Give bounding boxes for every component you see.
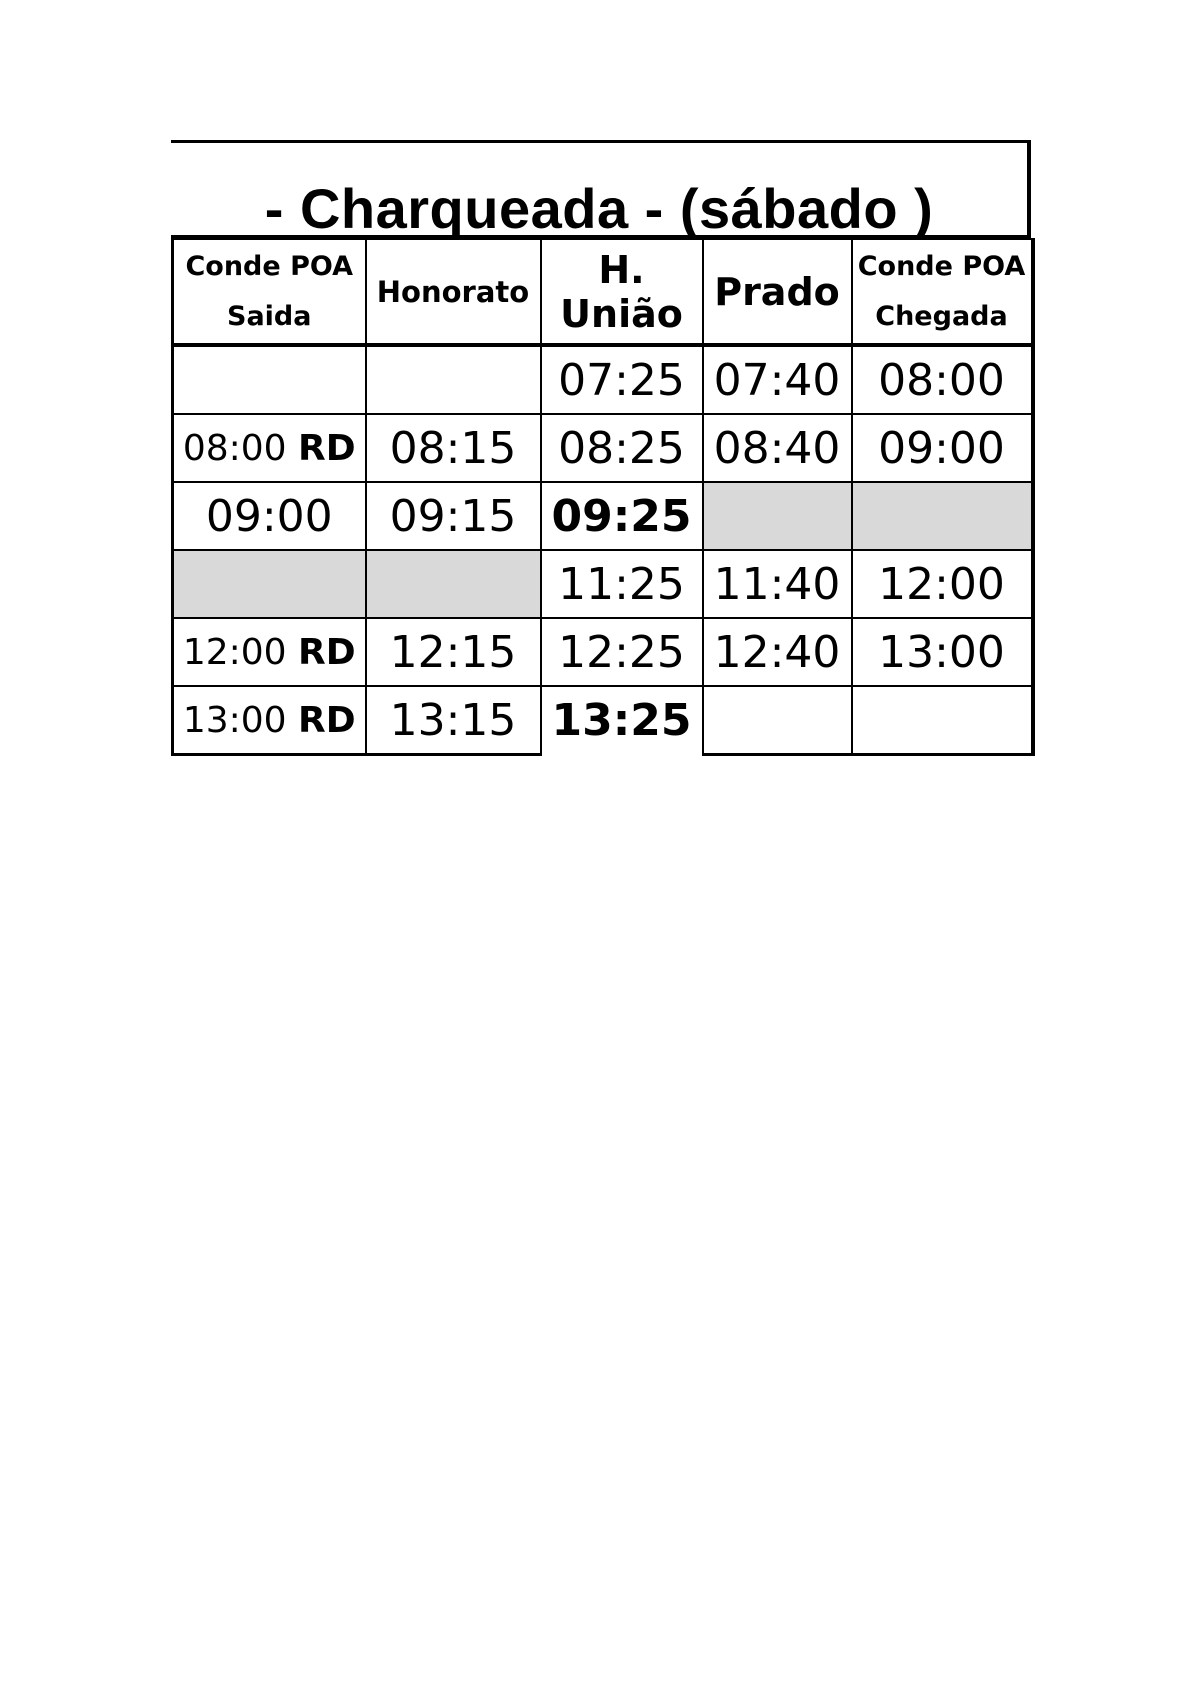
cell-prado <box>703 686 852 755</box>
rd-tag: RD <box>298 699 356 741</box>
cell-saida: 08:00 RD <box>173 414 366 482</box>
header-row <box>173 239 1033 345</box>
table-row <box>173 550 1033 618</box>
cell-prado: 11:40 <box>703 550 852 618</box>
header-conde-poa-chegada: Conde POA Chegada <box>852 239 1033 345</box>
cell-chegada: 09:00 <box>852 414 1033 482</box>
cell-chegada: 08:00 <box>852 345 1033 414</box>
cell-saida: 13:00 RD <box>173 686 366 755</box>
cell-prado <box>703 482 852 550</box>
cell-honorato: 12:15 <box>366 618 541 686</box>
cell-honorato <box>366 345 541 414</box>
timetable <box>171 238 1035 756</box>
cell-saida <box>173 550 366 618</box>
table-row <box>173 414 1033 482</box>
cell-h-uniao: 13:25 <box>541 686 703 755</box>
header-conde-poa-saida: Conde POA Saida <box>173 239 366 345</box>
cell-saida: 09:00 <box>173 482 366 550</box>
rd-tag: RD <box>298 631 356 673</box>
cell-prado: 07:40 <box>703 345 852 414</box>
header-honorato: Honorato <box>366 239 541 345</box>
cell-honorato <box>366 550 541 618</box>
cell-h-uniao: 08:25 <box>541 414 703 482</box>
rd-tag: RD <box>298 427 356 469</box>
table-row <box>173 482 1033 550</box>
cell-h-uniao: 11:25 <box>541 550 703 618</box>
cell-honorato: 09:15 <box>366 482 541 550</box>
header-prado: Prado <box>703 239 852 345</box>
cell-prado: 08:40 <box>703 414 852 482</box>
cell-h-uniao: 09:25 <box>541 482 703 550</box>
table-row <box>173 345 1033 414</box>
cell-chegada <box>852 482 1033 550</box>
cell-chegada: 13:00 <box>852 618 1033 686</box>
header-h-uniao: H. União <box>541 239 703 345</box>
cell-chegada: 12:00 <box>852 550 1033 618</box>
cell-honorato: 13:15 <box>366 686 541 755</box>
cell-prado: 12:40 <box>703 618 852 686</box>
title-row <box>171 140 1031 238</box>
cell-h-uniao: 12:25 <box>541 618 703 686</box>
cell-chegada <box>852 686 1033 755</box>
timetable-sheet <box>171 140 1031 756</box>
table-row <box>173 618 1033 686</box>
table-row <box>173 686 1033 755</box>
page-title: - Charqueada - (sábado ) <box>264 177 934 240</box>
cell-honorato: 08:15 <box>366 414 541 482</box>
cell-h-uniao: 07:25 <box>541 345 703 414</box>
cell-saida <box>173 345 366 414</box>
cell-saida: 12:00 RD <box>173 618 366 686</box>
